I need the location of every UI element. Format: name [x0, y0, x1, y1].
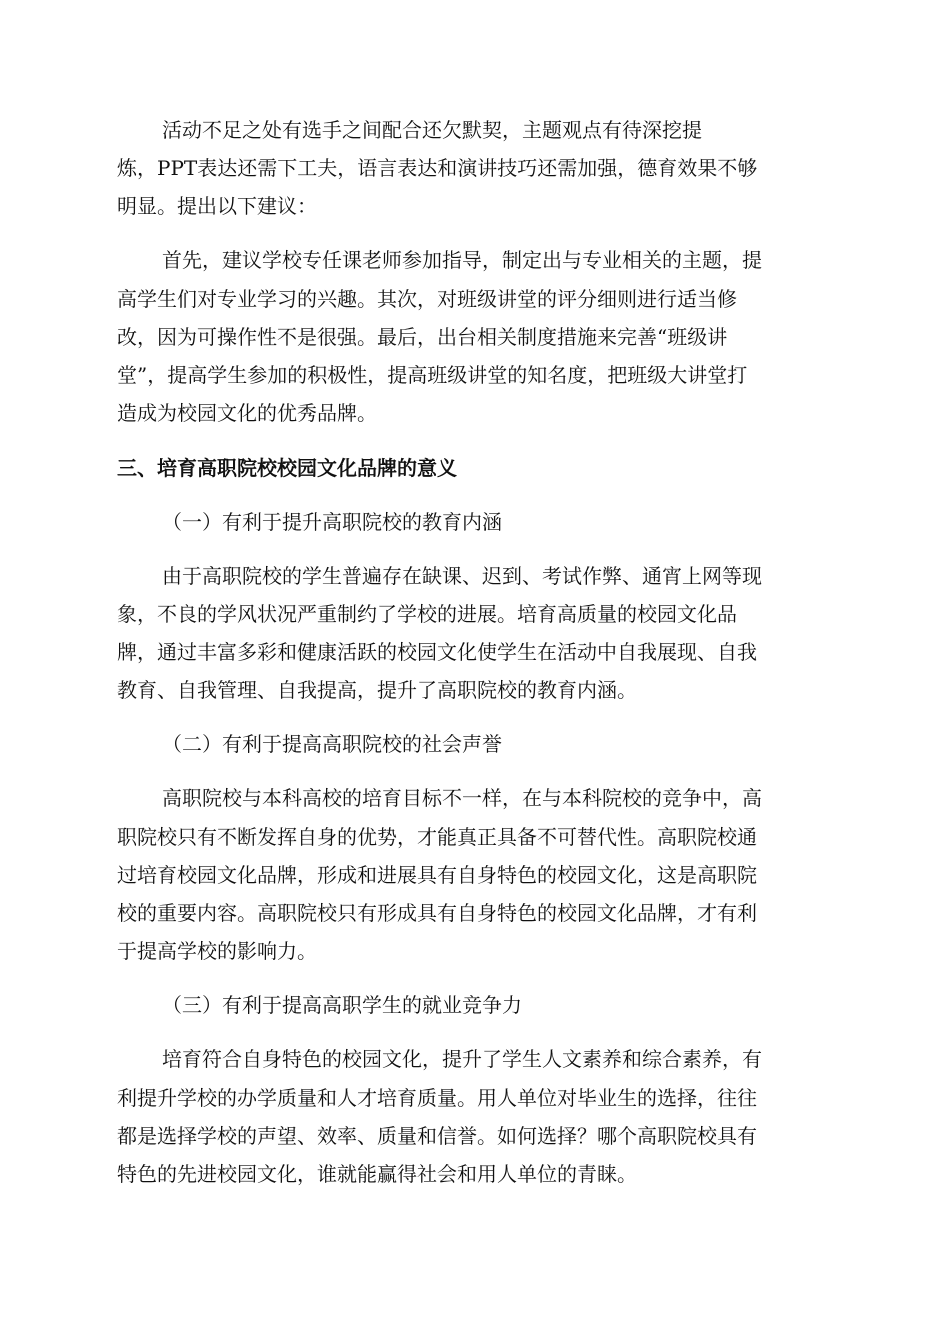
paragraph-2-line-5: 造成为校园文化的优秀品牌。 — [117, 401, 377, 425]
paragraph-3-line-4: 教育、自我管理、自我提高，提升了高职院校的教育内涵。 — [117, 678, 637, 702]
paragraph-4-line-5: 于提高学校的影响力。 — [117, 939, 317, 963]
paragraph-4-line-3: 过培育校园文化品牌，形成和进展具有自身特色的校园文化，这是高职院 — [117, 863, 757, 887]
subheading-3: （三）有利于提高高职学生的就业竞争力 — [162, 993, 522, 1017]
paragraph-3-line-3: 牌，通过丰富多彩和健康活跃的校园文化使学生在活动中自我展现、自我 — [117, 640, 757, 664]
paragraph-1-line-2: 炼，PPT表达还需下工夫，语言表达和演讲技巧还需加强，德育效果不够 — [117, 156, 758, 180]
paragraph-4-line-1: 高职院校与本科高校的培育目标不一样，在与本科院校的竞争中，高 — [162, 786, 762, 810]
paragraph-3-line-2: 象，不良的学风状况严重制约了学校的进展。培育高质量的校园文化品 — [117, 602, 737, 626]
paragraph-2-line-3: 改，因为可操作性不是很强。最后，出台相关制度措施来完善“班级讲 — [117, 325, 728, 349]
subheading-2: （二）有利于提高高职院校的社会声誉 — [162, 732, 502, 756]
paragraph-5-line-2: 利提升学校的办学质量和人才培育质量。用人单位对毕业生的选择，往往 — [117, 1086, 757, 1110]
subheading-1: （一）有利于提升高职院校的教育内涵 — [162, 510, 502, 534]
paragraph-5-line-1: 培育符合自身特色的校园文化，提升了学生人文素养和综合素养，有 — [162, 1047, 762, 1071]
paragraph-4-line-4: 校的重要内容。高职院校只有形成具有自身特色的校园文化品牌，才有利 — [117, 901, 757, 925]
paragraph-2-line-4: 堂”，提高学生参加的积极性，提高班级讲堂的知名度，把班级大讲堂打 — [117, 363, 748, 387]
paragraph-5-line-3: 都是选择学校的声望、效率、质量和信誉。如何选择？哪个高职院校具有 — [117, 1124, 757, 1148]
paragraph-3-line-1: 由于高职院校的学生普遍存在缺课、迟到、考试作弊、通宵上网等现 — [162, 564, 762, 588]
paragraph-2-line-1: 首先，建议学校专任课老师参加指导，制定出与专业相关的主题，提 — [162, 248, 762, 272]
paragraph-5-line-4: 特色的先进校园文化，谁就能赢得社会和用人单位的青睐。 — [117, 1162, 637, 1186]
paragraph-4-line-2: 职院校只有不断发挥自身的优势，才能真正具备不可替代性。高职院校通 — [117, 825, 757, 849]
section-heading: 三、培育高职院校校园文化品牌的意义 — [117, 456, 457, 480]
paragraph-1-line-3: 明显。提出以下建议： — [117, 194, 317, 218]
paragraph-1-line-1: 活动不足之处有选手之间配合还欠默契，主题观点有待深挖提 — [162, 118, 702, 142]
paragraph-2-line-2: 高学生们对专业学习的兴趣。其次，对班级讲堂的评分细则进行适当修 — [117, 287, 737, 311]
